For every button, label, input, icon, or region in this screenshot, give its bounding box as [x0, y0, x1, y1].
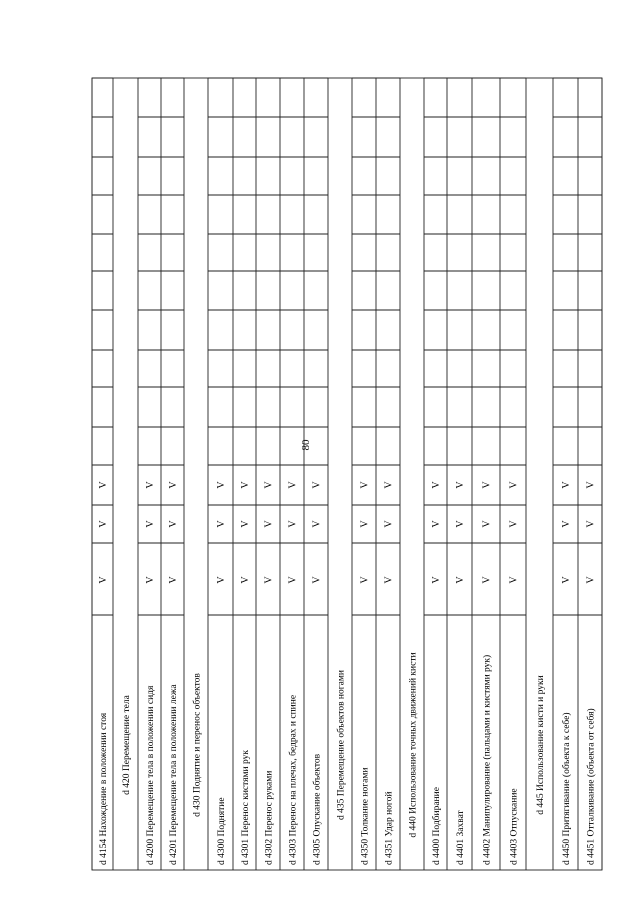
check-mark: V [311, 481, 323, 489]
check-mark: V [216, 576, 227, 584]
section-header-label: d 440 Использование точных движений кисти [408, 652, 419, 838]
section-header-label: d 445 Использование кисти и руки [536, 675, 546, 815]
check-mark: V [431, 520, 442, 528]
check-mark: V [287, 481, 299, 489]
row-labels [99, 652, 597, 865]
check-mark: V [168, 520, 179, 528]
check-mark: V [481, 520, 493, 528]
section-header-label: d 430 Поднятие и перенос объектов [192, 673, 203, 817]
check-mark: V [263, 576, 275, 584]
check-mark: V [481, 481, 493, 489]
check-mark: V [359, 520, 371, 528]
check-mark: V [98, 481, 109, 489]
check-mark: V [561, 520, 572, 528]
row-label: d 4302 Перенос руками [264, 770, 275, 865]
check-mark: V [145, 520, 156, 528]
check-mark: V [263, 520, 275, 528]
row-label: d 4351 Удар ногой [384, 791, 395, 865]
check-mark: V [168, 576, 179, 584]
check-mark: V [383, 520, 395, 528]
check-mark: V [287, 576, 299, 584]
check-mark: V [508, 520, 520, 528]
check-mark: V [98, 520, 109, 528]
check-mark: V [561, 481, 572, 489]
check-marks [98, 481, 597, 584]
check-mark: V [561, 576, 572, 584]
check-mark: V [585, 520, 597, 528]
check-mark: V [508, 576, 520, 584]
check-mark: V [311, 576, 323, 584]
page-number: 80 [300, 439, 312, 451]
row-label: d 4303 Перенос на плечах, бедрах и спине [288, 694, 299, 865]
row-label: d 4403 Отпускание [509, 788, 520, 865]
check-mark: V [455, 481, 466, 489]
check-mark: V [431, 576, 442, 584]
check-mark: V [98, 576, 109, 584]
row-label: d 4451 Отталкивание (объекта от себя) [586, 708, 597, 865]
section-header-label: d 420 Перемещение тела [122, 695, 132, 795]
check-mark: V [240, 520, 251, 528]
check-mark: V [168, 481, 179, 489]
row-label: d 4154 Нахождение в положении стоя [99, 712, 109, 865]
check-mark: V [455, 520, 466, 528]
check-mark: V [455, 576, 466, 584]
check-mark: V [216, 481, 227, 489]
row-label: d 4200 Перемещение тела в положении сидя [146, 685, 156, 865]
row-label: d 4450 Притягивание (объекта к себе) [562, 712, 572, 865]
check-mark: V [585, 576, 597, 584]
row-label: d 4400 Подбирание [432, 787, 442, 865]
check-mark: V [145, 481, 156, 489]
check-mark: V [508, 481, 520, 489]
row-label: d 4301 Перенос кистями рук [241, 750, 251, 865]
check-mark: V [145, 576, 156, 584]
row-label: d 4201 Перемещение тела в положении лежа [169, 684, 179, 865]
check-mark: V [311, 520, 323, 528]
check-mark: V [287, 520, 299, 528]
check-mark: V [216, 520, 227, 528]
check-mark: V [359, 481, 371, 489]
row-label: d 4402 Манипулирование (пальцами и кистями рук) [482, 654, 493, 865]
check-mark: V [263, 481, 275, 489]
check-mark: V [383, 481, 395, 489]
check-mark: V [359, 576, 371, 584]
check-mark: V [585, 481, 597, 489]
check-mark: V [383, 576, 395, 584]
row-label: d 4300 Поднятие [217, 797, 227, 865]
row-label: d 4350 Толкание ногами [360, 767, 371, 865]
row-label: d 4305 Опускание объектов [312, 753, 323, 865]
check-mark: V [431, 481, 442, 489]
check-mark: V [240, 481, 251, 489]
check-mark: V [481, 576, 493, 584]
row-label: d 4401 Захват [456, 810, 466, 865]
check-mark: V [240, 576, 251, 584]
section-header-label: d 435 Перемещение объектов ногами [336, 670, 347, 820]
